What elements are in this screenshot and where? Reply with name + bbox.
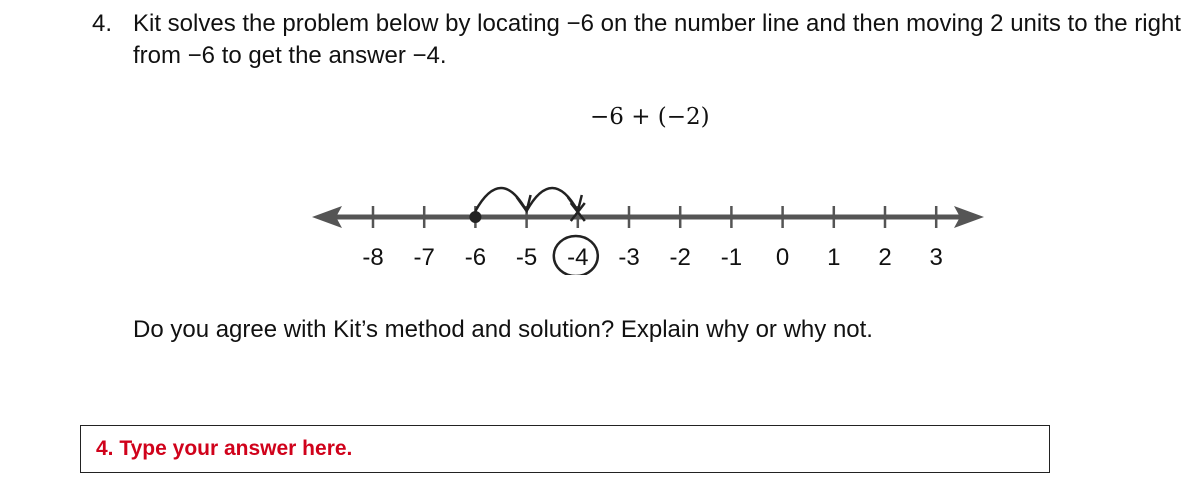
answer-input-box[interactable] (80, 425, 1050, 473)
math-expression: −6 + (−2) (590, 104, 710, 130)
question-text (133, 8, 1200, 72)
tick-label--3: -3 (618, 244, 640, 271)
tick-label-2: 2 (878, 244, 892, 271)
tick-label--5: -5 (515, 244, 538, 271)
tick-label--2: -2 (669, 244, 691, 271)
start-point-dot (469, 211, 481, 223)
answer-placeholder: 4. Type your answer here. (96, 437, 353, 460)
tick-label--4: -4 (567, 244, 589, 271)
tick-label--8: -8 (362, 244, 384, 271)
number-line-diagram (300, 175, 1000, 275)
question-number: 4. (92, 10, 113, 37)
number-line-axis (312, 206, 984, 228)
tick-label-1: 1 (827, 244, 841, 271)
tick-label-3: 3 (929, 244, 943, 271)
question-line-2: from −6 to get the answer −4. (133, 42, 447, 69)
tick-label--7: -7 (413, 244, 435, 271)
tick-label-0: 0 (775, 244, 790, 271)
tick-label--1: -1 (720, 244, 743, 271)
explanation-prompt: Do you agree with Kit’s method and solution? Explain why or why not. (133, 316, 873, 343)
question-line-1: Kit solves the problem below by locating −6 on the number line and then moving 2 units to the right (133, 10, 1181, 37)
number-line-labels (362, 244, 943, 271)
tick-label--6: -6 (464, 244, 487, 271)
